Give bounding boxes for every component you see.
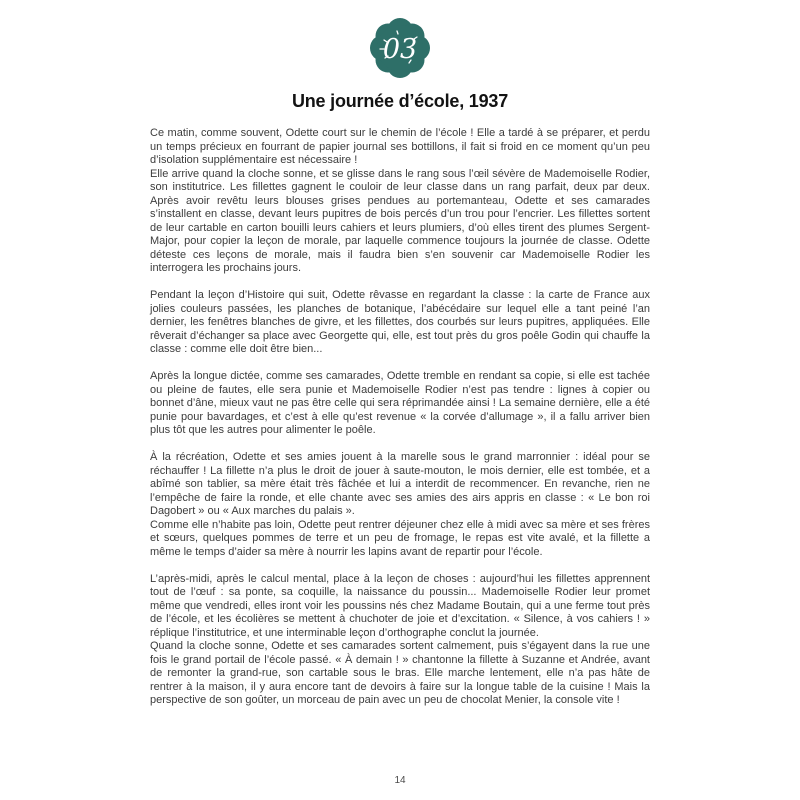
page-number: 14 [394,775,406,786]
paragraph: À la récréation, Odette et ses amies jouent à la marelle sous le grand marronnier : idéal pour se réchauffer ! La fillette n’a plus le droit de jouer à saute-mouton, le mois dernier, elle est tombée, et a abîmé son tablier, sa mère était très fâchée et lui a interdit de recommencer. En revanche, rien ne l’empêche de faire la ronde, et elle chante avec ses amies des airs appris en classe : « Le bon roi Dagobert » ou « Aux marches du palais ». [150,451,650,517]
chapter-badge [0,0,800,82]
paragraph: Après la longue dictée, comme ses camarades, Odette tremble en rendant sa copie, si elle est tachée ou pleine de fautes, elle sera punie et Mademoiselle Rodier n’est pas tendre : lignes à copier ou bonnet d’âne, mieux vaut ne pas être celle qui sera réprimandée ainsi ! La semaine dernière, elle a été punie pour bavardages, et c’est à elle qu’est revenue « la corvée d’allumage », il a fallu arriver bien plus tôt que les autres pour alimenter le poêle. [150,370,650,436]
chapter-blob-icon [365,12,435,82]
paragraph: L’après-midi, après le calcul mental, place à la leçon de choses : aujourd’hui les fillettes apprennent tout de l’œuf : sa ponte, sa coquille, la naissance du poussin... Mademoiselle Rodier leur promet même que vendredi, elles iront voir les poussins nés chez Madame Boutain, qui a une ferme tout près de l’école, et les écolières se mettent à chuchoter de joie et d’excitation. « Silence, à vos cahiers ! » réplique l’institutrice, et une interminable leçon d’orthographe conclut la journée. [150,572,650,639]
paragraph: Elle arrive quand la cloche sonne, et se glisse dans le rang sous l’œil sévère de Mademoiselle Rodier, son institutrice. Les fillettes gagnent le couloir de leur classe dans un rang parfait, deux par deux. Après avoir revêtu leurs blouses grises pendues au portemanteau, Odette et ses camarades s’installent en classe, devant leurs pupitres de bois percés d’un trou pour l’encrier. Les fillettes sortent de leur cartable en carton bouilli leurs cahiers et leurs plumiers, d’où elles tirent des plumes Sergent-Major, pour copier la leçon de morale, par laquelle commence toujours la journée de classe. Odette déteste ces leçons de morale, mais il faudra bien s’en souvenir car Mademoiselle Rodier les interrogera les prochains jours. [150,167,650,274]
paragraph: Ce matin, comme souvent, Odette court sur le chemin de l’école ! Elle a tardé à se préparer, et perdu un temps précieux en fourrant de papier journal ses bottillons, il fait si froid en ce moment qu’un peu d’isolation supplémentaire est nécessaire ! [150,127,650,166]
body-text [150,127,650,708]
paragraph: Comme elle n’habite pas loin, Odette peut rentrer déjeuner chez elle à midi avec sa mère et ses frères et sœurs, quelques pommes de terre et un peu de fromage, le repas est vite avalé, et la fillette a même le temps d’aider sa mère à nourrir les lapins avant de repartir pour l’école. [150,518,650,558]
page-title: Une journée d’école, 1937 [291,91,509,111]
paragraph: Quand la cloche sonne, Odette et ses camarades sortent calmement, puis s’égayent dans la rue une fois le grand portail de l’école passé. « À demain ! » chantonne la fillette à Suzanne et Andrée, avant de remonter la grand-rue, son cartable sous le bras. Elle marche lentement, elle n’a pas hâte de rentrer à la maison, il y aura encore tant de devoirs à faire sur la longue table de la cuisine ! Mais la perspective de son goûter, un morceau de pain avec un peu de chocolat Menier, la console vite ! [150,640,650,706]
paragraph: Pendant la leçon d’Histoire qui suit, Odette rêvasse en regardant la classe : la carte de France aux jolies couleurs passées, les planches de botanique, l’abécédaire sur lequel elle a tant peiné l’an dernier, les fenêtres blanches de givre, et les fillettes, dos courbés sur leurs pupitres, appliquées. Elle rêverait d’échanger sa place avec Georgette qui, elle, est tout près du gros poêle Godin qui chauffe la classe : comme elle doit être bien... [150,289,650,355]
chapter-number: 03 [382,34,418,65]
